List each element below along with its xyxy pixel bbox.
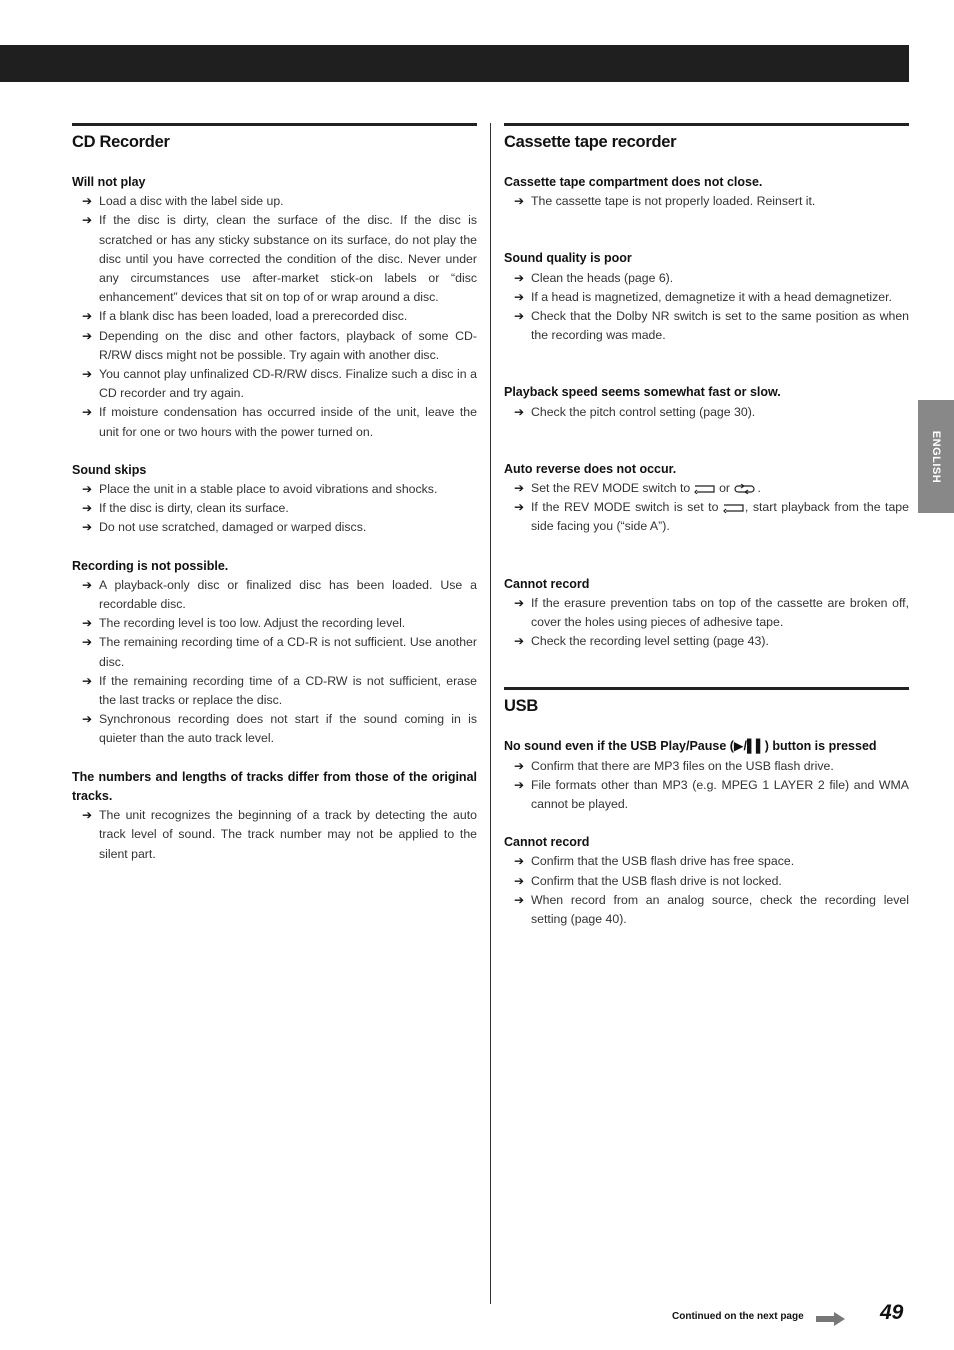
arrow-right-icon: ➔ — [82, 520, 93, 535]
issue-usb-cannot-record — [504, 833, 909, 929]
issue-heading: No sound even if the USB Play/Pause (▶/▌▌) button is pressed — [504, 739, 877, 754]
issue-auto-reverse — [504, 460, 909, 556]
solution-item: ➔ Do not use scratched, damaged or warped discs. — [72, 518, 477, 537]
arrow-right-icon: ➔ — [514, 634, 525, 649]
solution-item: ➔ Check the pitch control setting (page 30). — [504, 403, 909, 422]
arrow-right-icon: ➔ — [514, 500, 525, 515]
solution-item: ➔ File formats other than MP3 (e.g. MPEG 1 LAYER 2 file) and WMA cannot be played. — [514, 777, 909, 812]
arrow-right-icon: ➔ — [514, 892, 525, 907]
arrow-right-icon: ➔ — [514, 270, 525, 285]
issue-heading: Sound skips — [72, 462, 147, 477]
solution-item: ➔ If a head is magnetized, demagnetize it with a head demagnetizer. — [504, 288, 909, 307]
arrow-right-icon: ➔ — [514, 309, 525, 324]
arrow-right-icon: ➔ — [82, 213, 93, 228]
arrow-right-icon: ➔ — [82, 673, 93, 688]
arrow-right-icon: ➔ — [82, 309, 93, 324]
language-tab-label: ENGLISH — [930, 430, 942, 483]
arrow-right-icon: ➔ — [82, 482, 93, 497]
issue-heading: Auto reverse does not occur. — [504, 461, 677, 476]
issue-sound-skips — [72, 461, 477, 538]
solution-list — [72, 480, 477, 538]
usb-section — [504, 687, 909, 929]
solution-list — [504, 192, 909, 211]
solution-item: ➔ If the remaining recording time of a CD-RW is not sufficient, erase the last tracks or replace the disc. — [82, 673, 477, 708]
solution-item: ➔ The cassette tape is not properly loaded. Reinsert it. — [504, 192, 909, 211]
solution-list — [504, 479, 909, 537]
continued-note: Continued on the next page — [672, 1311, 804, 1322]
solution-item: ➔ Clean the heads (page 6). — [504, 269, 909, 288]
arrow-right-icon: ➔ — [82, 328, 93, 343]
solution-item: ➔ Confirm that the USB flash drive is not locked. — [504, 872, 909, 891]
arrow-right-icon: ➔ — [82, 808, 93, 823]
issue-heading: Recording is not possible. — [72, 558, 229, 573]
solution-item: ➔ When record from an analog source, check the recording level setting (page 40). — [514, 892, 909, 927]
issue-track-numbers — [72, 768, 477, 864]
solution-item: ➔ Load a disc with the label side up. — [72, 192, 477, 211]
one-way-reverse-icon — [723, 503, 745, 513]
one-way-reverse-icon — [694, 484, 716, 494]
cassette-usb-column — [504, 123, 909, 948]
solution-list — [504, 403, 909, 422]
continue-arrow-icon — [816, 1311, 846, 1327]
arrow-right-icon: ➔ — [82, 712, 93, 727]
arrow-right-icon: ➔ — [514, 873, 525, 888]
issue-heading: Cannot record — [504, 835, 590, 850]
solution-item: ➔ Set the REV MODE switch to or . — [504, 479, 909, 498]
solution-item: ➔ The remaining recording time of a CD-R is not sufficient. Use another disc. — [82, 635, 477, 669]
solution-list — [504, 269, 909, 346]
arrow-right-icon: ➔ — [82, 635, 93, 650]
page-number: 49 — [880, 1301, 904, 1324]
solution-item: ➔ You cannot play unfinalized CD-R/RW discs. Finalize such a disc in a CD recorder and try again. — [82, 367, 477, 401]
cassette-title: Cassette tape recorder — [504, 123, 909, 153]
arrow-right-icon: ➔ — [514, 854, 525, 869]
language-tab — [918, 400, 954, 513]
solution-list — [504, 594, 909, 652]
issue-heading: Sound quality is poor — [504, 251, 632, 266]
issue-usb-no-sound — [504, 737, 909, 814]
issue-heading: Playback speed seems somewhat fast or slow. — [504, 385, 781, 400]
arrow-right-icon: ➔ — [82, 501, 93, 516]
issue-heading: Will not play — [72, 175, 146, 189]
solution-item: ➔ Synchronous recording does not start if the sound coming in is quieter than the auto track level. — [82, 712, 477, 746]
solution-list — [504, 757, 909, 815]
issue-cassette-cannot-record — [504, 575, 909, 652]
issue-recording-not-possible — [72, 557, 477, 749]
header-bar — [0, 45, 909, 82]
arrow-right-icon: ➔ — [514, 758, 525, 773]
arrow-right-icon: ➔ — [514, 595, 525, 610]
arrow-right-icon: ➔ — [82, 577, 93, 592]
column-divider — [490, 123, 491, 1304]
issue-sound-quality — [504, 249, 909, 364]
solution-item: ➔ A playback-only disc or finalized disc has been loaded. Use a recordable disc. — [82, 577, 477, 612]
arrow-right-icon: ➔ — [514, 194, 525, 209]
solution-list — [72, 576, 477, 749]
issue-heading: The numbers and lengths of tracks differ from those of the original tracks. — [72, 769, 477, 803]
solution-item: ➔ Depending on the disc and other factors, playback of some CD-R/RW discs might not be possible. Try again with another disc. — [82, 328, 477, 362]
continuous-reverse-icon — [733, 484, 757, 494]
solution-item: ➔ If moisture condensation has occurred inside of the unit, leave the unit for one or two hours with the power turned on. — [82, 405, 477, 439]
arrow-right-icon: ➔ — [82, 616, 93, 631]
cd-recorder-column — [72, 123, 477, 883]
solution-item: ➔ Place the unit in a stable place to avoid vibrations and shocks. — [72, 480, 477, 499]
solution-item: ➔ If the disc is dirty, clean the surface of the disc. If the disc is scratched or has any sticky substance on its surface, do not play the disc until you have corrected the condition of the disc. Never under any circumstances use after-market stick-on labels or “disc enhancement” devices that sit on top of or wrap around a disc. — [82, 213, 477, 305]
solution-item: ➔ Confirm that the USB flash drive has free space. — [504, 852, 909, 871]
usb-title: USB — [504, 687, 909, 717]
solution-list — [72, 192, 477, 442]
issue-heading: Cannot record — [504, 576, 590, 591]
arrow-right-icon: ➔ — [514, 777, 525, 792]
solution-item: ➔ If the erasure prevention tabs on top of the cassette are broken off, cover the holes using pieces of adhesive tape. — [514, 595, 909, 630]
arrow-right-icon: ➔ — [82, 405, 93, 420]
solution-item: ➔ If the disc is dirty, clean its surface. — [72, 499, 477, 518]
issue-playback-speed — [504, 383, 909, 440]
issue-will-not-play — [72, 173, 477, 442]
solution-item: ➔ Check the recording level setting (page 43). — [504, 632, 909, 651]
arrow-right-icon: ➔ — [82, 367, 93, 382]
arrow-right-icon: ➔ — [514, 289, 525, 304]
issue-compartment — [504, 173, 909, 230]
solution-list — [504, 852, 909, 929]
issue-heading: Cassette tape compartment does not close. — [504, 175, 763, 189]
solution-item: ➔ Confirm that there are MP3 files on the USB flash drive. — [504, 757, 909, 776]
cd-recorder-title: CD Recorder — [72, 123, 477, 153]
arrow-right-icon: ➔ — [514, 481, 525, 496]
solution-item: ➔ Check that the Dolby NR switch is set to the same position as when the recording was made. — [514, 309, 909, 343]
solution-list — [72, 806, 477, 864]
solution-item: ➔ The unit recognizes the beginning of a track by detecting the auto track level of sound. The track number may not be applied to the silent part. — [82, 808, 477, 861]
solution-item: ➔ If a blank disc has been loaded, load a prerecorded disc. — [72, 307, 477, 326]
arrow-right-icon: ➔ — [82, 194, 93, 209]
arrow-right-icon: ➔ — [514, 404, 525, 419]
solution-item: ➔ The recording level is too low. Adjust the recording level. — [72, 614, 477, 633]
solution-item: ➔ If the REV MODE switch is set to , start playback from the tape side facing you (“side A”). — [514, 500, 909, 534]
